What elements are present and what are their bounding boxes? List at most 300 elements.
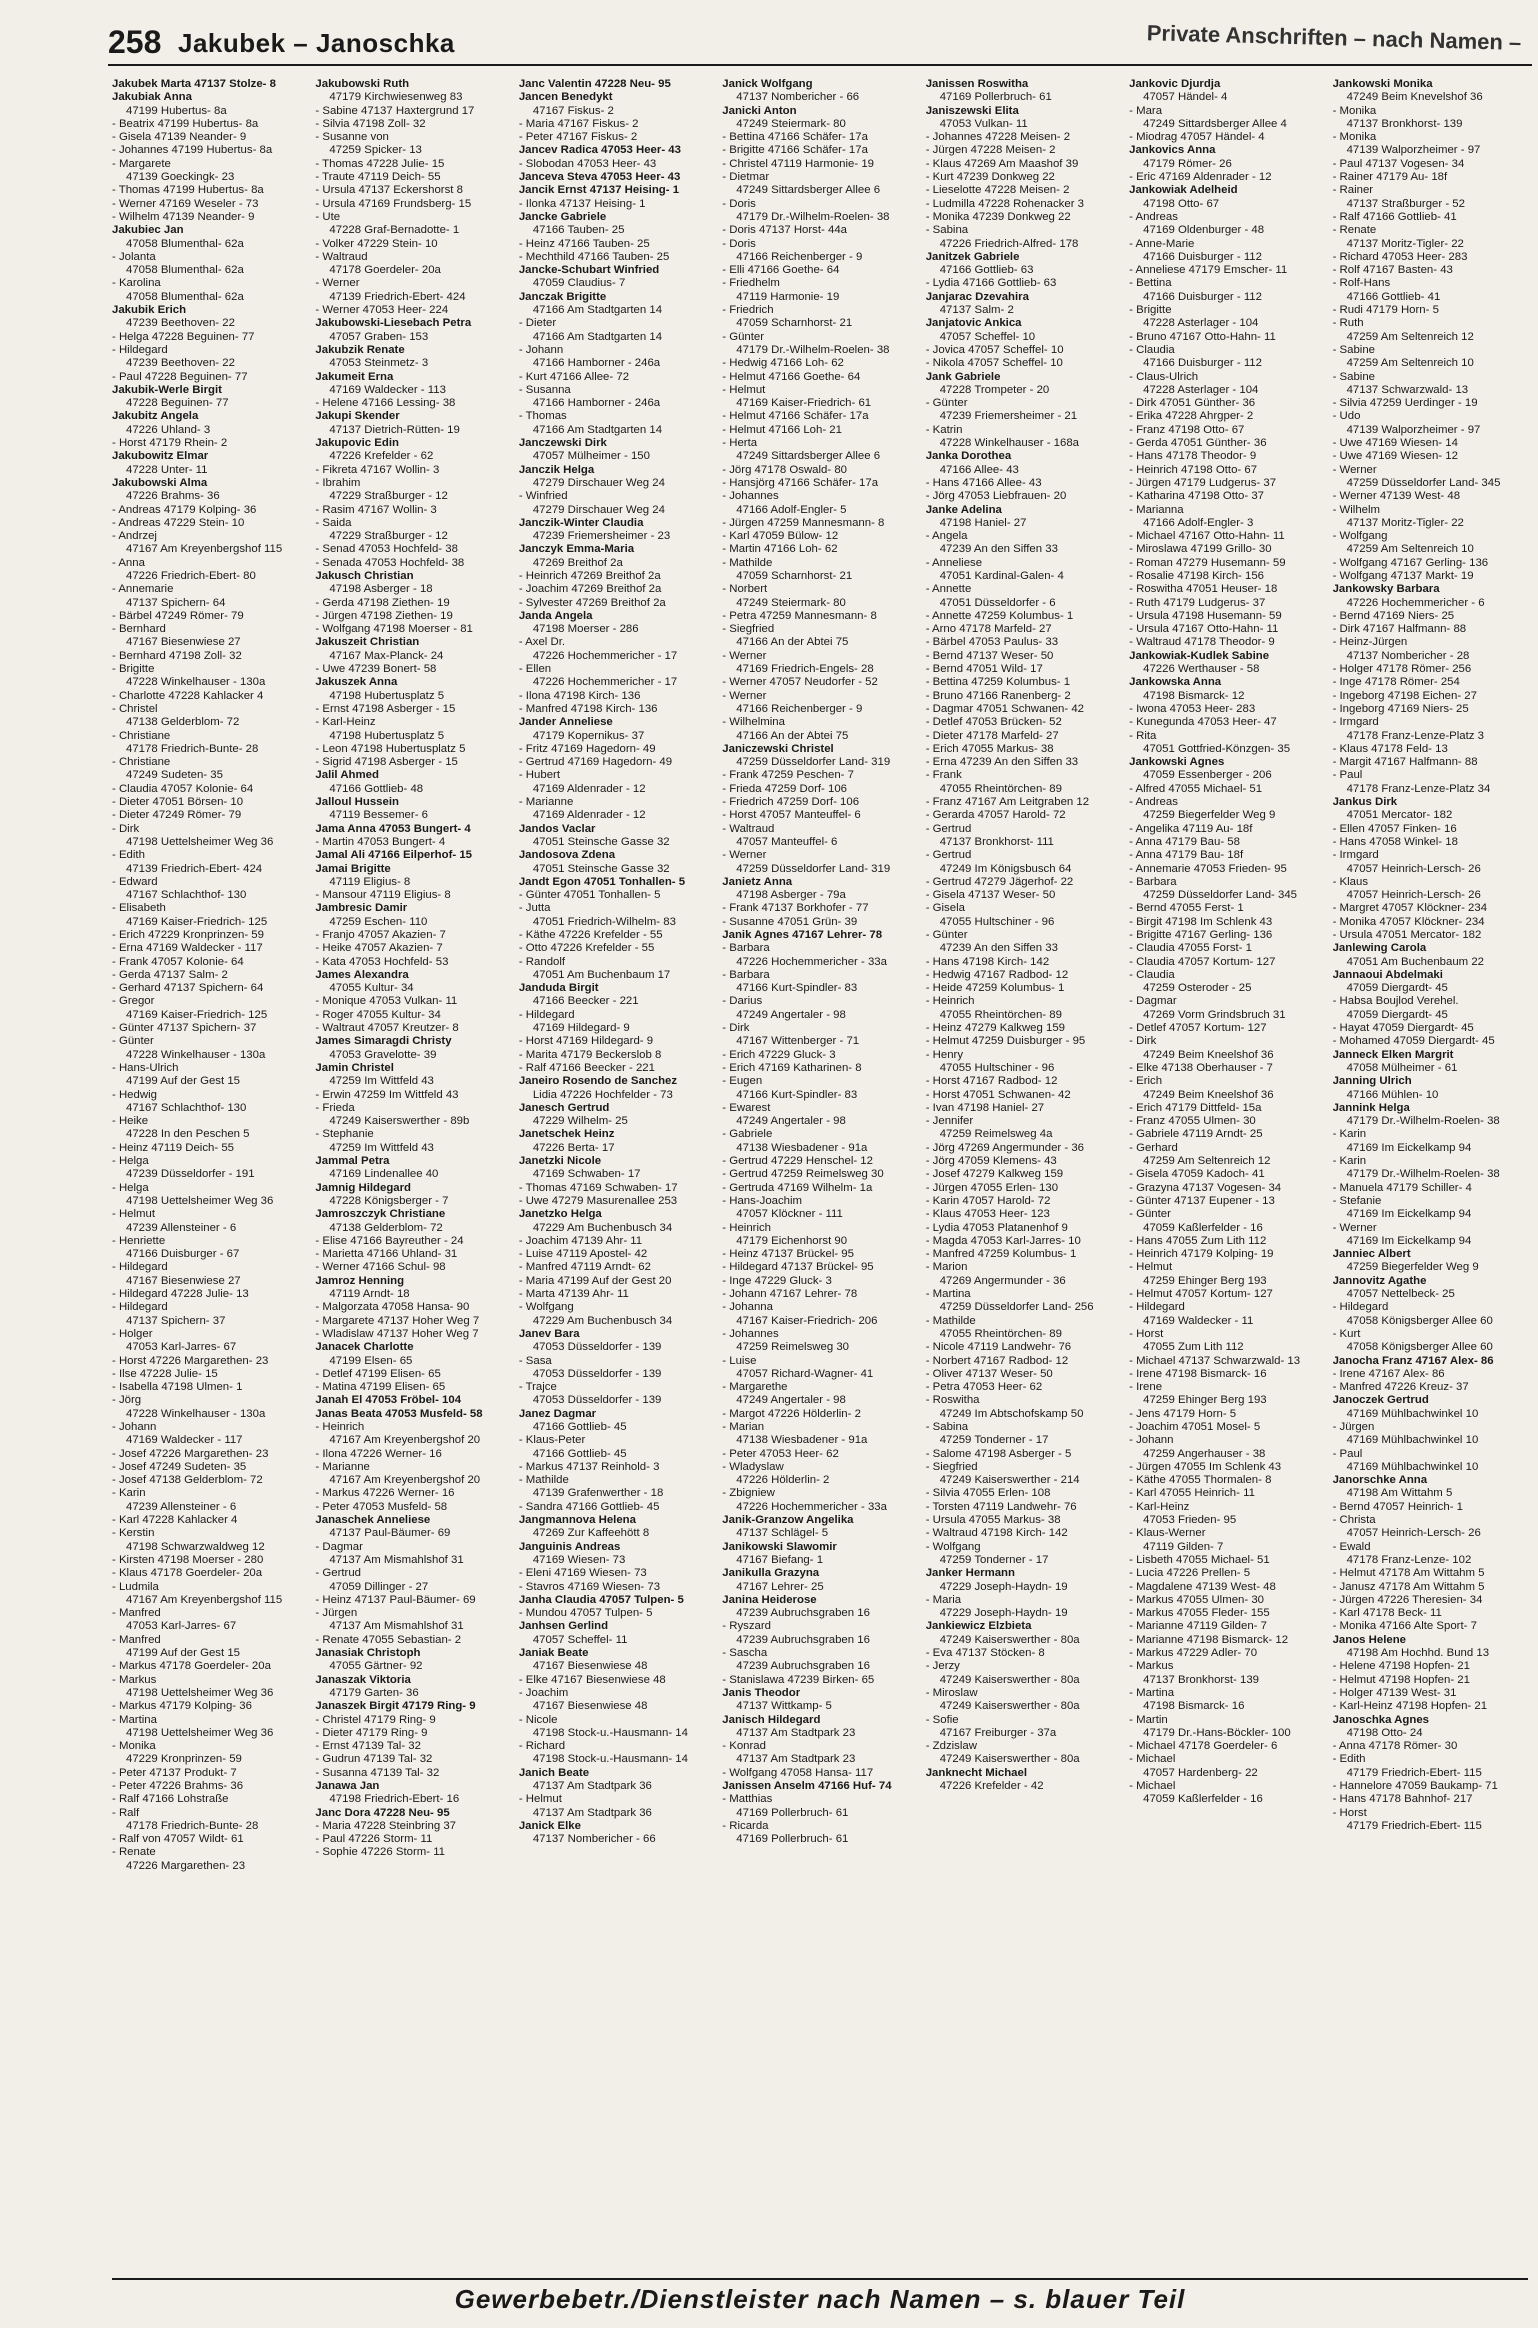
directory-entry-member: - Frank [925, 769, 962, 782]
directory-entry-member: - Günter [1129, 1208, 1171, 1221]
directory-entry-member: - Christa [1332, 1514, 1376, 1527]
directory-entry-address: 47169 Aldenrader - 12 [532, 782, 646, 795]
directory-entry-name: Jakubik-Werle Birgit [112, 383, 222, 396]
directory-entry-member: - Jürgen 47055 Erlen- 130 [925, 1181, 1059, 1194]
directory-entry-member: - Nicole [518, 1713, 558, 1726]
directory-entry-member: - Martina [925, 1288, 971, 1301]
directory-entry-address: 47053 Düsseldorfer - 139 [532, 1341, 662, 1354]
directory-entry-member: - Henriette [112, 1234, 166, 1247]
directory-entry-address: 47053 Vulkan- 11 [939, 117, 1028, 130]
directory-entry-member: - Jerzy [925, 1660, 960, 1673]
directory-entry-member: - Ursula 47169 Frundsberg- 15 [315, 197, 472, 210]
directory-entry-address: 47058 Blumenthal- 62a [126, 290, 244, 303]
directory-entry-member: - Hildegard [1332, 1301, 1389, 1314]
directory-entry-address: 47229 Straßburger - 12 [329, 530, 448, 543]
directory-entry-name: Jandosova Zdena [518, 849, 616, 862]
directory-entry-member: - Kirsten 47198 Moerser - 280 [112, 1553, 264, 1566]
directory-entry-member: - Renate [1332, 224, 1377, 237]
directory-entry-name: Jakubik Erich [112, 304, 187, 317]
directory-entry-member: - Dirk 47167 Halfmann- 88 [1332, 623, 1467, 636]
directory-entry-address: 47198 Otto- 67 [1143, 197, 1220, 210]
directory-entry-member: - Gisela 47139 Neander- 9 [112, 131, 247, 144]
directory-entry-address: 47239 An den Siffen 33 [939, 543, 1058, 556]
directory-entry-member: - Sabine [1332, 370, 1375, 383]
directory-entry-member: - Ursula 47198 Husemann- 59 [1129, 609, 1282, 622]
directory-entry-name: Janha Claudia 47057 Tulpen- 5 [518, 1593, 684, 1606]
directory-entry-member: - Konrad [722, 1740, 766, 1753]
directory-entry-member: - Erich 47055 Markus- 38 [925, 742, 1054, 755]
directory-entry-member: - Zbigniew [722, 1487, 775, 1500]
directory-entry-member: - Johann 47167 Lehrer- 78 [722, 1288, 858, 1301]
directory-entry-member: - Johannes 47228 Meisen- 2 [925, 131, 1071, 144]
directory-entry-address: 47059 Dillinger - 27 [329, 1580, 429, 1593]
directory-entry-name: Janorschke Anna [1332, 1474, 1428, 1487]
directory-entry-name: Janetzko Helga [518, 1208, 602, 1221]
directory-entry-member: - Ilona 47198 Kirch- 136 [518, 689, 641, 702]
directory-entry-member: - Richard [518, 1740, 566, 1753]
directory-entry-address: 47226 Hochemmericher - 33a [736, 1500, 887, 1513]
directory-entry-member: - Malgorzata 47058 Hansa- 90 [315, 1301, 470, 1314]
directory-entry-name: Jakubzik Renate [315, 343, 405, 356]
directory-entry-address: 47057 Mülheimer - 150 [532, 450, 650, 463]
directory-entry-address: 47137 Am Mismahlshof 31 [329, 1620, 464, 1633]
directory-entry-member: - Hans 47058 Winkel- 18 [1332, 835, 1458, 848]
directory-entry-member: - Leon 47198 Hubertusplatz 5 [315, 742, 466, 755]
directory-entry-member: - Wilhelmina [722, 716, 785, 729]
directory-entry-member: - Monika [1332, 104, 1377, 117]
directory-entry-address: 47166 Gottlieb- 63 [939, 264, 1034, 277]
directory-entry-member: - Josef 47279 Kalkweg 159 [925, 1168, 1064, 1181]
directory-entry-address: 47179 Dr.-Wilhelm-Roelen- 38 [736, 343, 890, 356]
directory-column-6 [1129, 78, 1324, 2268]
directory-entry-member: - Kurt 47239 Donkweg 22 [925, 171, 1055, 184]
directory-entry-address: 47166 Reichenberger - 9 [736, 702, 863, 715]
directory-entry-address: Lidia 47226 Hochfelder - 73 [532, 1088, 673, 1101]
directory-entry-name: Jakubowski Alma [112, 476, 208, 489]
directory-entry-member: - Käthe 47055 Thormalen- 8 [1129, 1474, 1272, 1487]
directory-entry-member: - Renate [112, 1846, 156, 1859]
directory-entry-member: - Stefanie [1332, 1194, 1382, 1207]
directory-entry-member: - Zdzislaw [925, 1740, 977, 1753]
directory-entry-address: 47138 Wiesbadener - 91a [736, 1434, 868, 1447]
directory-entry-address: 47167 Freiburger - 37a [939, 1726, 1057, 1739]
directory-entry-address: 47137 Paul-Bäumer- 69 [329, 1527, 451, 1540]
directory-entry-member: - Jürgen 47055 Im Schlenk 43 [1129, 1460, 1282, 1473]
directory-entry-address: 47198 Hubertusplatz 5 [329, 689, 445, 702]
directory-entry-name: Janick Elke [518, 1819, 581, 1832]
directory-entry-address: 47169 Pollerbruch- 61 [939, 91, 1052, 104]
directory-entry-member: - Jennifer [925, 1115, 974, 1128]
directory-entry-member: - Kunegunda 47053 Heer- 47 [1129, 716, 1277, 729]
directory-entry-member: - Andreas 47179 Kolping- 36 [112, 503, 257, 516]
directory-entry-address: 47249 Kaiserswerther - 80a [939, 1633, 1080, 1646]
directory-entry-member: - Kerstin [112, 1527, 155, 1540]
directory-entry-member: - Roman 47279 Husemann- 59 [1129, 556, 1286, 569]
directory-entry-member: - Frieda 47259 Dorf- 106 [722, 782, 848, 795]
directory-entry-member: - Gerda 47198 Ziethen- 19 [315, 596, 450, 609]
directory-entry-member: - Monika 47166 Alte Sport- 7 [1332, 1620, 1477, 1633]
directory-entry-address: 47198 Asberger - 79a [736, 889, 846, 902]
directory-entry-member: - Anna 47178 Römer- 30 [1332, 1740, 1458, 1753]
directory-entry-member: - Silvia 47259 Uerdinger - 19 [1332, 397, 1478, 410]
directory-entry-member: - Michael 47178 Goerdeler- 6 [1129, 1740, 1278, 1753]
directory-entry-member: - Andrzej [112, 530, 157, 543]
directory-entry-name: Janesch Gertrud [518, 1101, 610, 1114]
directory-entry-name: Jakumeit Erna [315, 370, 394, 383]
directory-entry-member: - Gudrun 47139 Tal- 32 [315, 1753, 433, 1766]
directory-entry-member: - Eva 47137 Stöcken- 8 [925, 1647, 1045, 1660]
directory-entry-address: 47137 Nombericher - 66 [532, 1833, 656, 1846]
directory-entry-address: 47055 Rheintörchen- 89 [939, 1327, 1062, 1340]
directory-entry-name: Janah El 47053 Fröbel- 104 [315, 1394, 462, 1407]
directory-entry-member: - Ryszard [722, 1620, 772, 1633]
directory-entry-name: Jannaoui Abdelmaki [1332, 968, 1443, 981]
directory-entry-member: - Mara [1129, 104, 1163, 117]
directory-entry-member: - Jürgen 47198 Ziethen- 19 [315, 609, 453, 622]
directory-entry-member: - Heinrich 47269 Breithof 2a [518, 569, 661, 582]
directory-entry-member: - Werner [1332, 1221, 1377, 1234]
directory-entry-member: - Klaus 47053 Heer- 123 [925, 1208, 1050, 1221]
directory-entry-member: - Karin 47057 Harold- 72 [925, 1194, 1051, 1207]
directory-entry-member: - Margot 47226 Hölderlin- 2 [722, 1407, 861, 1420]
directory-entry-member: - Bernhard [112, 623, 166, 636]
directory-entry-member: - Gertrud [315, 1567, 361, 1580]
directory-entry-member: - Grazyna 47137 Vogesen- 34 [1129, 1181, 1282, 1194]
directory-entry-address: 47226 Werthauser - 58 [1143, 663, 1260, 676]
directory-entry-member: - Gabriele 47119 Arndt- 25 [1129, 1128, 1263, 1141]
directory-entry-member: - Manfred 47226 Kreuz- 37 [1332, 1381, 1469, 1394]
directory-entry-address: 47137 Am Stadtpark 23 [736, 1753, 856, 1766]
directory-entry-member: - Maria 47199 Auf der Gest 20 [518, 1274, 672, 1287]
directory-entry-member: - Michael [1129, 1780, 1176, 1792]
directory-entry-member: - Rainer [1332, 184, 1374, 197]
directory-entry-member: - Wolfgang [925, 1540, 981, 1553]
directory-entry-member: - Winfried [518, 490, 568, 503]
directory-entry-member: - Margarete [112, 157, 171, 170]
directory-entry-address: 47226 Friedrich-Ebert- 80 [126, 569, 256, 582]
directory-entry-member: - Hildegard [1129, 1301, 1185, 1314]
directory-entry-member: - Werner 47139 West- 48 [1332, 490, 1461, 503]
directory-entry-member: - Nicole 47119 Landwehr- 76 [925, 1341, 1072, 1354]
directory-entry-member: - Waltraud 47198 Kirch- 142 [925, 1527, 1068, 1540]
directory-entry-member: - Fikreta 47167 Wollin- 3 [315, 463, 440, 476]
directory-entry-member: - Hannelore 47059 Baukamp- 71 [1332, 1780, 1498, 1792]
directory-entry-member: - Barbara [722, 942, 770, 955]
directory-entry-member: - Helmut 47057 Kortum- 127 [1129, 1288, 1273, 1301]
directory-entry-member: - Helmut [1129, 1261, 1173, 1274]
directory-entry-member: - Bernd 47169 Niers- 25 [1332, 609, 1455, 622]
directory-entry-member: - Claus-Ulrich [1129, 370, 1199, 383]
directory-entry-address: 47057 Hardenberg- 22 [1143, 1766, 1258, 1779]
directory-entry-member: - Bruno 47167 Otto-Hahn- 11 [1129, 330, 1276, 343]
directory-entry-address: 47178 Franz-Lenze-Platz 3 [1346, 729, 1484, 742]
directory-entry-name: Janis Theodor [722, 1686, 801, 1699]
directory-entry-member: - Horst 47169 Hildegard- 9 [518, 1035, 654, 1048]
directory-entry-member: - Magdalene 47139 West- 48 [1129, 1580, 1276, 1593]
directory-entry-address: 47166 Gottlieb- 41 [1346, 290, 1441, 303]
directory-entry-address: 47137 Moritz-Tigler- 22 [1346, 237, 1464, 250]
directory-entry-address: 47055 Hultschiner - 96 [939, 915, 1055, 928]
directory-entry-address: 47057 Nettelbeck- 25 [1346, 1288, 1455, 1301]
directory-entry-member: - Petra 47053 Heer- 62 [925, 1381, 1043, 1394]
directory-entry-address: 47166 Hamborner - 246a [532, 397, 661, 410]
directory-entry-name: Janneck Elken Margrit [1332, 1048, 1454, 1061]
directory-entry-member: - Heinz 47119 Deich- 55 [112, 1141, 234, 1154]
directory-entry-member: - Stavros 47169 Wiesen- 73 [518, 1580, 661, 1593]
directory-entry-address: 47226 Hochemmericher - 33a [736, 955, 887, 968]
directory-entry-member: - Hubert [518, 769, 560, 782]
directory-column-3 [519, 78, 714, 2268]
directory-entry-address: 47057 Richard-Wagner- 41 [736, 1367, 874, 1380]
directory-entry-member: - Saida [315, 516, 352, 529]
directory-entry-member: - Jürgen 47259 Mannesmann- 8 [722, 516, 885, 529]
directory-entry-address: 47167 Biesenwiese 48 [532, 1660, 648, 1673]
directory-entry-address: 47259 Angerhauser - 38 [1143, 1447, 1266, 1460]
directory-entry-member: - Helmut 47166 Schäfer- 17a [722, 410, 869, 423]
directory-entry-address: 47178 Goerdeler- 20a [329, 264, 441, 277]
directory-entry-address: 47249 Kaiserswerther - 80a [939, 1700, 1080, 1713]
directory-entry-member: - Christel 47119 Harmonie- 19 [722, 157, 875, 170]
directory-entry-member: - Habsa Boujlod Verehel. [1332, 995, 1459, 1008]
directory-entry-member: - Günter 47137 Spichern- 37 [112, 1022, 257, 1035]
directory-entry-address: 47169 Aldenrader - 12 [532, 809, 646, 822]
directory-entry-member: - Ellen 47057 Finken- 16 [1332, 822, 1457, 835]
directory-entry-member: - Randolf [518, 955, 566, 968]
directory-entry-address: 47198 Schwarzwaldweg 12 [126, 1540, 265, 1553]
directory-entry-address: 47119 Bessemer- 6 [329, 809, 428, 822]
directory-entry-name: Janhsen Gerlind [518, 1620, 609, 1633]
directory-entry-member: - Sasa [518, 1354, 552, 1367]
directory-entry-member: - Bernd 47051 Wild- 17 [925, 663, 1043, 676]
directory-entry-member: - Hans-Joachim [722, 1194, 803, 1207]
directory-entry-member: - Detlef 47057 Kortum- 127 [1129, 1022, 1267, 1035]
directory-entry-address: 47169 Wiesen- 73 [532, 1553, 626, 1566]
directory-entry-member: - Gerda 47051 Günther- 36 [1129, 437, 1267, 450]
directory-entry-member: - Ilonka 47137 Heising- 1 [518, 197, 646, 210]
directory-entry-name: Janisch Hildegard [722, 1713, 821, 1726]
directory-entry-member: - Marianne [518, 796, 574, 809]
directory-entry-member: - Bärbel 47053 Paulus- 33 [925, 636, 1059, 649]
directory-entry-address: 47226 Krefelder - 42 [939, 1780, 1044, 1792]
directory-entry-address: 47249 Steiermark- 80 [736, 117, 846, 130]
directory-entry-member: - Norbert 47167 Radbod- 12 [925, 1354, 1069, 1367]
directory-entry-member: - Jörg 47269 Angermunder - 36 [925, 1141, 1085, 1154]
directory-entry-member: - Hans 47178 Theodor- 9 [1129, 450, 1257, 463]
directory-entry-name: Janknecht Michael [925, 1766, 1027, 1779]
directory-entry-address: 47166 Kurt-Spindler- 83 [736, 1088, 858, 1101]
directory-entry-address: 47119 Gilden- 7 [1143, 1540, 1224, 1553]
directory-entry-member: - Waltraud [315, 250, 368, 263]
directory-entry-member: - Ingeborg 47198 Eichen- 27 [1332, 689, 1477, 702]
directory-entry-address: 47138 Gelderblom- 72 [126, 716, 240, 729]
directory-entry-address: 47269 Zur Kaffeehött 8 [532, 1527, 650, 1540]
directory-entry-member: - Darius [722, 995, 763, 1008]
directory-entry-member: - Margarethe [722, 1381, 788, 1394]
directory-entry-name: Janina Heiderose [722, 1593, 817, 1606]
directory-entry-member: - Waltraud 47178 Theodor- 9 [1129, 636, 1275, 649]
directory-entry-member: - Erich 47229 Kronprinzen- 59 [112, 929, 264, 941]
directory-entry-address: 47198 Am Wittahm 5 [1346, 1487, 1453, 1500]
directory-entry-name: Jankowska Anna [1129, 676, 1222, 689]
directory-entry-member: - Hayat 47059 Diergardt- 45 [1332, 1022, 1474, 1035]
directory-entry-address: 47198 Stock-u.-Hausmann- 14 [532, 1726, 688, 1739]
directory-entry-address: 47166 Gottlieb- 48 [329, 782, 424, 795]
directory-entry-name: Jakusch Christian [315, 569, 414, 582]
directory-entry-member: - Lieselotte 47228 Meisen- 2 [925, 184, 1070, 197]
directory-entry-address: 47198 Otto- 24 [1346, 1726, 1423, 1739]
directory-entry-member: - Markus [1129, 1660, 1174, 1673]
directory-entry-member: - Markus 47226 Werner- 16 [315, 1487, 455, 1500]
directory-entry-address: 47179 Kirchwiesenweg 83 [329, 91, 463, 104]
directory-entry-member: - Karl 47178 Beck- 11 [1332, 1607, 1442, 1620]
directory-entry-member: - Helga [112, 1155, 149, 1168]
directory-entry-address: 47259 Tonderner - 17 [939, 1553, 1049, 1566]
directory-entry-address: 47228 Asterlager - 104 [1143, 383, 1259, 396]
directory-entry-member: - Ursula 47167 Otto-Hahn- 11 [1129, 623, 1279, 636]
directory-entry-name: Janaszak Viktoria [315, 1673, 411, 1686]
directory-entry-address: 47259 Biegerfelder Weg 9 [1143, 809, 1276, 822]
directory-entry-member: - Paul 47226 Storm- 11 [315, 1833, 433, 1846]
directory-entry-name: Jakubitz Angela [112, 410, 199, 423]
directory-entry-member: - Mansour 47119 Eligius- 8 [315, 889, 451, 902]
directory-entry-address: 47057 Graben- 153 [329, 330, 429, 343]
directory-entry-member: - Sabina [925, 224, 969, 237]
directory-entry-member: - Manfred [112, 1607, 161, 1620]
directory-entry-member: - Inge 47178 Römer- 254 [1332, 676, 1460, 689]
directory-entry-name: Jakubowski Ruth [315, 78, 410, 90]
directory-entry-name: Jamnig Hildegard [315, 1181, 411, 1194]
directory-entry-address: 47198 Hubertusplatz 5 [329, 729, 445, 742]
directory-entry-member: - Markus 47055 Ulmen- 30 [1129, 1593, 1264, 1606]
directory-entry-member: - Siegfried [722, 623, 775, 636]
directory-entry-member: - Helmut 47178 Am Wittahm 5 [1332, 1567, 1485, 1580]
directory-entry-member: - Richard 47053 Heer- 283 [1332, 250, 1468, 263]
directory-entry-member: - Horst 47051 Schwanen- 42 [925, 1088, 1071, 1101]
directory-entry-member: - Heinz-Jürgen [1332, 636, 1408, 649]
directory-entry-member: - Ellen [518, 663, 552, 676]
directory-entry-member: - Annette [925, 583, 972, 596]
directory-entry-address: 47249 Sittardsberger Allee 6 [736, 450, 881, 463]
directory-entry-name: Janka Dorothea [925, 450, 1012, 463]
directory-entry-address: 47259 Am Seltenreich 12 [1346, 330, 1474, 343]
directory-entry-member: - Rita [1129, 729, 1157, 742]
directory-entry-member: - Gertrud 47229 Henschel- 12 [722, 1155, 873, 1168]
directory-entry-member: - Helmut [722, 383, 766, 396]
directory-entry-address: 47167 Wittenberger - 71 [736, 1035, 860, 1048]
directory-entry-address: 47167 Schlachthof- 130 [126, 1101, 247, 1114]
directory-entry-member: - Ursula 47137 Eckershorst 8 [315, 184, 463, 197]
directory-entry-address: 47139 Walporzheimer - 97 [1346, 144, 1481, 157]
directory-entry-address: 47119 Harmonie- 19 [736, 290, 840, 303]
directory-entry-member: - Gabriele [722, 1128, 773, 1141]
directory-entry-address: 47166 An der Abtei 75 [736, 636, 849, 649]
directory-entry-member: - Rolf 47167 Basten- 43 [1332, 264, 1453, 277]
directory-entry-address: 47137 Spichern- 37 [126, 1314, 226, 1327]
directory-entry-address: 47259 Düsseldorfer Land- 319 [736, 862, 891, 875]
directory-entry-member: - Annette 47259 Kolumbus- 1 [925, 609, 1074, 622]
directory-entry-address: 47137 Bronkhorst- 111 [939, 835, 1054, 848]
directory-entry-member: - Peter 47053 Heer- 62 [722, 1447, 839, 1460]
directory-entry-address: 47179 Dr.-Wilhelm-Roelen- 38 [736, 210, 890, 223]
directory-entry-member: - Gerda 47137 Salm- 2 [112, 968, 228, 981]
directory-entry-member: - Holger 47178 Römer- 256 [1332, 663, 1472, 676]
directory-entry-member: - Edith [112, 849, 145, 862]
directory-entry-member: - Frank 47137 Borkhofer - 77 [722, 902, 869, 915]
directory-entry-member: - Dirk [722, 1022, 750, 1035]
directory-entry-member: - Helmut 47198 Hopfen- 21 [1332, 1673, 1470, 1686]
directory-entry-address: 47057 Heinrich-Lersch- 26 [1346, 1527, 1481, 1540]
directory-entry-address: 47179 Dr.-Wilhelm-Roelen- 38 [1346, 1115, 1500, 1128]
directory-entry-member: - Horst 47167 Radbod- 12 [925, 1075, 1058, 1088]
directory-entry-address: 47055 Hultschiner - 96 [939, 1061, 1055, 1074]
directory-entry-address: 47169 Mühlbachwinkel 10 [1346, 1460, 1479, 1473]
directory-entry-address: 47259 Düsseldorfer Land- 319 [736, 756, 891, 769]
directory-entry-member: - Waltraut 47057 Kreutzer- 8 [315, 1022, 459, 1035]
directory-entry-address: 47178 Friedrich-Bunte- 28 [126, 1819, 259, 1832]
directory-entry-member: - Mathilde [518, 1474, 569, 1487]
directory-entry-address: 47179 Römer- 26 [1143, 157, 1232, 170]
directory-entry-member: - Manfred 47198 Kirch- 136 [518, 702, 658, 715]
directory-entry-member: - Luise 47119 Apostel- 42 [518, 1248, 648, 1261]
directory-entry-member: - Klaus-Werner [1129, 1527, 1206, 1540]
directory-entry-member: - Wilhelm 47139 Neander- 9 [112, 210, 255, 223]
directory-entry-name: Janda Angela [518, 609, 593, 622]
directory-entry-member: - Karin [1332, 1128, 1367, 1141]
directory-entry-address: 47051 Mercator- 182 [1346, 809, 1453, 822]
directory-entry-member: - Ralf von 47057 Wildt- 61 [112, 1833, 244, 1846]
directory-entry-member: - Dieter 47249 Römer- 79 [112, 809, 242, 822]
directory-entry-member: - Volker 47229 Stein- 10 [315, 237, 438, 250]
directory-entry-member: - Hans 47178 Bahnhof- 217 [1332, 1793, 1473, 1806]
directory-entry-address: 47228 Unter- 11 [126, 463, 208, 476]
directory-column-1 [112, 78, 307, 2268]
directory-entry-member: - Susanne 47051 Grün- 39 [722, 915, 858, 928]
directory-entry-member: - Birgit 47198 Im Schlenk 43 [1129, 915, 1273, 928]
directory-entry-address: 47139 Goeckingk- 23 [126, 171, 235, 184]
directory-entry-address: 47058 Königsberger Allee 60 [1346, 1341, 1493, 1354]
directory-entry-name: Janlewing Carola [1332, 942, 1427, 955]
directory-entry-name: Jakubek Marta 47137 Stolze- 8 [112, 78, 276, 90]
directory-entry-name: Jancik Ernst 47137 Heising- 1 [518, 184, 680, 197]
directory-entry-address: 47137 Wittkamp- 5 [736, 1700, 832, 1713]
directory-entry-member: - Johann [1129, 1434, 1174, 1447]
directory-entry-address: 47051 Steinsche Gasse 32 [532, 862, 670, 875]
directory-entry-address: 47166 Adolf-Engler- 3 [1143, 516, 1254, 529]
directory-entry-name: Janczik Helga [518, 463, 595, 476]
directory-entry-member: - Karolina [112, 277, 161, 290]
directory-entry-member: - Helga 47228 Beguinen- 77 [112, 330, 255, 343]
directory-entry-address: 47166 Am Stadtgarten 14 [532, 423, 663, 436]
directory-entry-name: Jankowsky Barbara [1332, 583, 1440, 596]
directory-entry-member: - Rosalie 47198 Kirch- 156 [1129, 569, 1265, 582]
directory-entry-member: - Hildegard [112, 343, 168, 356]
directory-entry-name: Jakupi Skender [315, 410, 400, 423]
directory-entry-member: - Hans 47198 Kirch- 142 [925, 955, 1050, 968]
directory-entry-address: 47167 Am Kreyenbergshof 20 [329, 1474, 481, 1487]
directory-entry-address: 47179 Eichenhorst 90 [736, 1234, 848, 1247]
directory-entry-member: - Marietta 47166 Uhland- 31 [315, 1248, 458, 1261]
directory-entry-address: 47169 Lindenallee 40 [329, 1168, 439, 1181]
directory-entry-member: - Christiane [112, 729, 171, 742]
directory-entry-member: - Mathilde [722, 556, 773, 569]
directory-entry-address: 47228 Asterlager - 104 [1143, 317, 1259, 330]
directory-entry-address: 47198 Moerser - 286 [532, 623, 639, 636]
directory-entry-name: Janasiak Christoph [315, 1647, 421, 1660]
directory-entry-address: 47169 Waldecker - 113 [329, 383, 446, 396]
directory-entry-member: - Fritz 47169 Hagedorn- 49 [518, 742, 656, 755]
directory-entry-address: 47239 Düsseldorfer - 191 [126, 1168, 255, 1181]
directory-entry-member: - Sandra 47166 Gottlieb- 45 [518, 1500, 660, 1513]
